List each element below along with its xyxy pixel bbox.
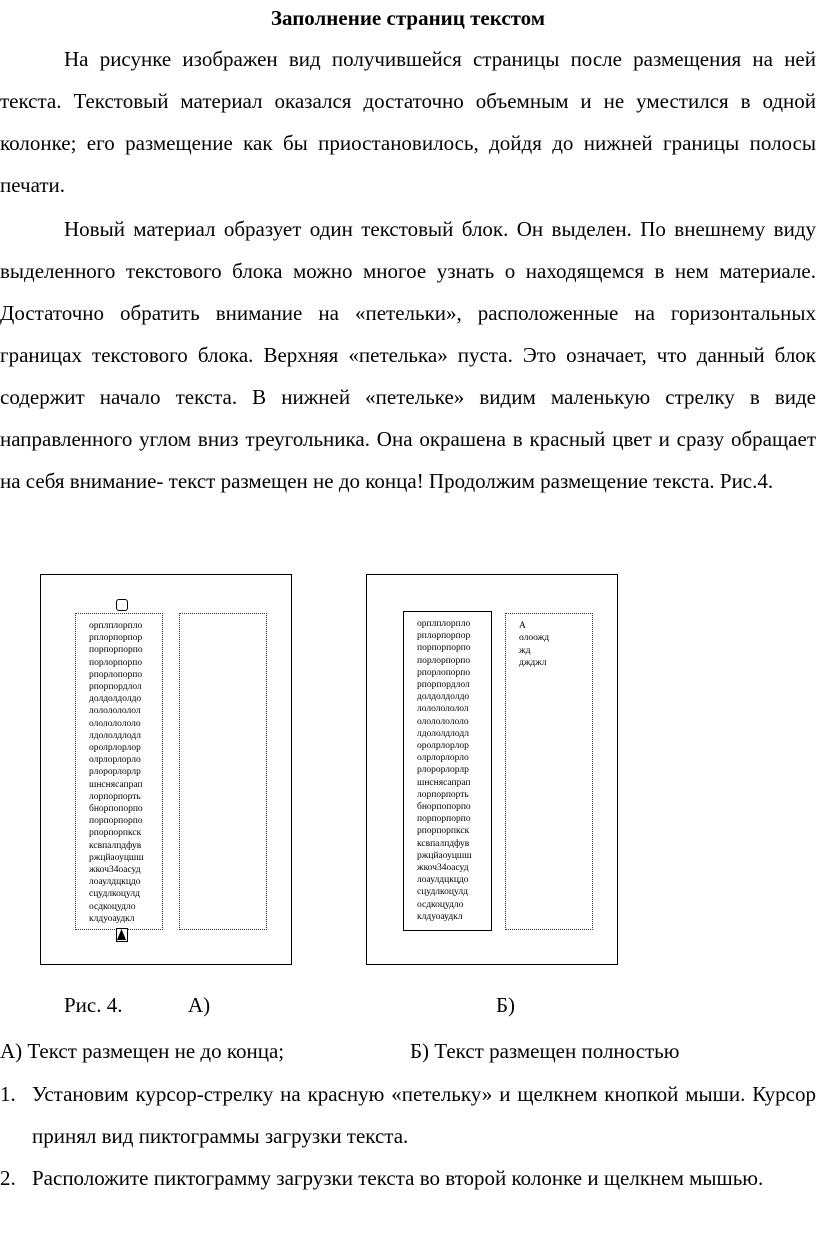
column-text-line: клдуоаудкл [89,913,135,924]
column-text-line: рпорпорпкск [89,828,142,839]
figure-b-page [366,574,618,965]
overflow-text-lines [519,620,592,670]
column-text-line: орплплорпло [417,619,471,629]
down-triangle-icon [117,929,126,940]
column-text-line: рлорорлорлр [417,765,469,776]
column-text-line: оролрлорлор [417,741,469,752]
column-text-line: рпорпордлол [89,682,142,693]
text-column-b-left-selected[interactable] [403,611,492,931]
column-text-line: ржцйаоуцшш [89,852,144,863]
column-text-line: жкоч34оасуд [89,865,141,876]
legend-a: А) Текст размещен не до конца; [0,1039,285,1063]
column-text-line: жд [519,645,531,656]
column-text-line: рпорлопорпо [417,667,471,678]
column-text-line: шнснясапрап [89,779,143,790]
column-text-line: лоаулдцкцдо [89,877,141,888]
column-text-line: лололололол [89,706,141,717]
column-text-line: лололололол [417,704,469,715]
column-text-lines [417,618,491,923]
column-text-line: сцудлкоцулд [89,889,140,900]
step-number: 1. [0,1082,16,1106]
figure-a-page [40,574,292,965]
column-text-line: шнснясапрап [417,777,471,788]
figure-label-a: А) [188,993,211,1017]
column-text-line: ксвпалпдфув [417,838,470,849]
text-column-b-right[interactable] [505,613,593,930]
legend-b: Б) Текст размещен полностью [410,1039,680,1063]
column-text-line: А [519,621,526,631]
column-text-line: клдуоаудкл [417,911,463,922]
column-text-line: долдолдолдо [89,694,142,705]
column-text-line: оролрлорлор [89,743,141,754]
column-text-line: осдкоцудло [89,901,136,912]
column-text-line: долдолдолдо [417,692,470,703]
column-text-line: порлорпорпо [89,657,143,668]
column-text-line: ксвпалпдфув [89,840,142,851]
column-text-line: рпорлопорпо [89,669,143,680]
column-text-line: порпорпорпо [89,816,143,827]
column-text-line: ржцйаоуцшш [417,850,472,861]
column-text-line: рплорпорпор [417,631,471,642]
top-loop-empty[interactable] [116,599,128,611]
text-column-a-left[interactable] [75,613,163,930]
column-text-line: лорпорпорть [89,791,141,802]
paragraph-1: На рисунке изображен вид получившейся страницы после размещения на ней текста. Текстовый материал оказался достаточно объемным и не уместился в одной колонке; его размещение как бы приостановилось, дойдя до нижней границы полосы печати. [0,47,816,197]
column-text-line: лорпорпорть [417,789,469,800]
column-text-line: лдололдлодл [417,728,469,739]
column-text-line: сцудлкоцулд [417,887,468,898]
column-text-line: осдкоцудло [417,899,464,910]
column-text-line: лоаулдцкцдо [417,875,469,886]
step-number: 2. [0,1166,16,1190]
column-text-line: рпорпордлол [417,680,470,691]
list-item-step-2 [0,1157,816,1199]
step-text: Расположите пиктограмму загрузки текста во второй колонке и щелкнем мышью. [32,1166,764,1190]
column-text-line: олололололо [417,716,469,727]
paragraph-2: Новый материал образует один текстовый блок. Он выделен. По внешнему виду выделенного текстового блока можно многое узнать о находящемся в нем материале. Достаточно обратить внимание на «петельки», расположенные на горизонтальных границах текстового блока. Верхняя «петелька» пуста. Это означает, что данный блок содержит начало текста. В нижней «петельке» видим маленькую стрелку в виде направленного углом вниз треугольника. Она окрашена в красный цвет и сразу обращает на себя внимание- текст размещен не до конца! Продолжим размещение текста. Рис.4. [0,217,816,493]
column-text-line: олололололо [89,718,141,729]
column-text-line: олрлорлорло [417,753,469,764]
column-text-line: бнорпопорпо [417,802,471,813]
column-text-line: порпорпорпо [417,814,471,825]
column-text-line: рплорпорпор [89,633,143,644]
column-text-line: порлорпорпо [417,655,471,666]
column-text-lines [89,620,162,925]
column-text-line: жкоч34оасуд [417,863,469,874]
figure-caption: Рис. 4. [64,993,123,1017]
column-text-line: лдололдлодл [89,730,141,741]
step-text: Установим курсор-стрелку на красную «петельку» и щелкнем кнопкой мыши. Курсор принял вид пиктограммы загрузки текста. [32,1082,816,1148]
column-text-line: олрлорлорло [89,755,141,766]
column-text-line: рлорорлорлр [89,767,141,778]
list-item-step-1 [0,1073,816,1157]
page-title: Заполнение страниц текстом [270,6,546,30]
column-text-line: джджл [519,658,547,669]
bottom-loop-with-arrow[interactable] [116,928,128,942]
text-column-a-right [179,613,267,930]
column-text-line: олоожд [519,633,550,644]
figure-label-b: Б) [496,993,516,1017]
column-text-line: порпорпорпо [417,643,471,654]
column-text-line: рпорпорпкск [417,826,470,837]
column-text-line: порпорпорпо [89,645,143,656]
column-text-line: орплплорпло [89,621,143,631]
column-text-line: бнорпопорпо [89,804,143,815]
